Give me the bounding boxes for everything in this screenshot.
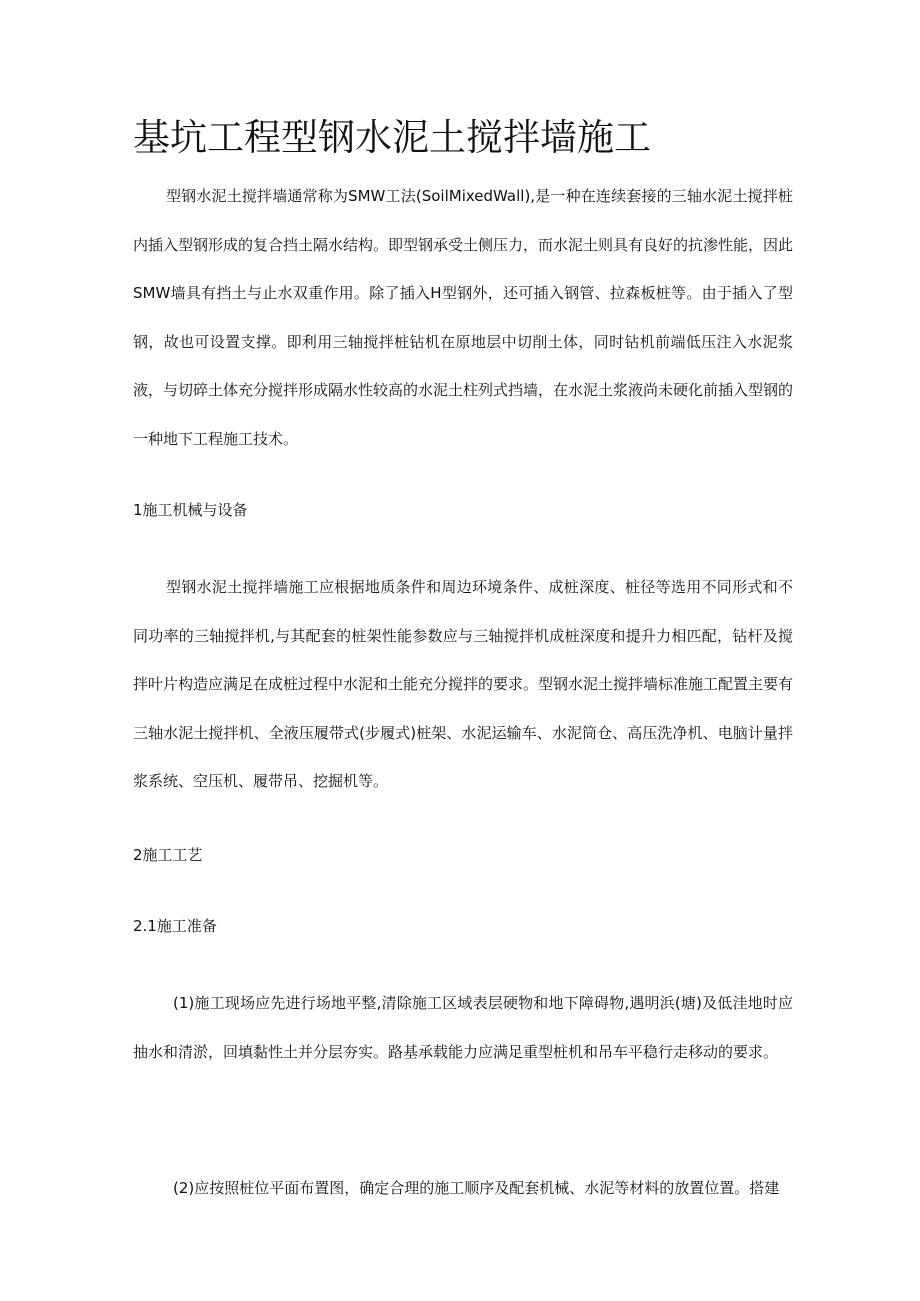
preparation-item-1: (1)施工现场应先进行场地平整,清除施工区域表层硬物和地下障碍物,遇明浜(塘)及低洼地时应抽水和清淤，回填黏性土并分层夯实。路基承载能力应满足重型桩机和吊车平稳行走移动的要求。 <box>133 994 793 1061</box>
equipment-paragraph: 型钢水泥土搅拌墙施工应根据地质条件和周边环境条件、成桩深度、桩径等选用不同形式和不同功率的三轴搅拌机,与其配套的桩架性能参数应与三轴搅拌机成桩深度和提升力相匹配，钻杆及搅拌叶片构造应满足在成桩过程中水泥和土能充分搅拌的要求。型钢水泥土搅拌墙标准施工配置主要有三轴水泥土搅拌机、全液压履带式(步履式)桩架、水泥运输车、水泥筒仓、高压洗净机、电脑计量拌浆系统、空压机、履带吊、挖掘机等。 <box>133 578 794 790</box>
section-heading-process: 2施工工艺 <box>133 846 203 864</box>
intro-paragraph: 型钢水泥土搅拌墙通常称为SMW工法(SoilMixedWall),是一种在连续套接的三轴水泥土搅拌桩内插入型钢形成的复合挡土隔水结构。即型钢承受土侧压力，而水泥土则具有良好的抗渗性能，因此SMW墙具有挡土与止水双重作用。除了插入H型钢外，还可插入钢管、拉森板桩等。由于插入了型钢，故也可设置支撑。即利用三轴搅拌桩钻机在原地层中切削土体，同时钻机前端低压注入水泥浆液，与切碎土体充分搅拌形成隔水性较高的水泥土柱列式挡墙，在水泥土浆液尚未硬化前插入型钢的一种地下工程施工技术。 <box>133 187 794 448</box>
page-title: 基坑工程型钢水泥土搅拌墙施工 <box>133 116 651 159</box>
section-heading-equipment: 1施工机械与设备 <box>133 501 248 519</box>
preparation-item-2: (2)应按照桩位平面布置图，确定合理的施工顺序及配套机械、水泥等材料的放置位置。搭建 <box>173 1179 780 1197</box>
subsection-heading-preparation: 2.1施工准备 <box>133 917 217 935</box>
